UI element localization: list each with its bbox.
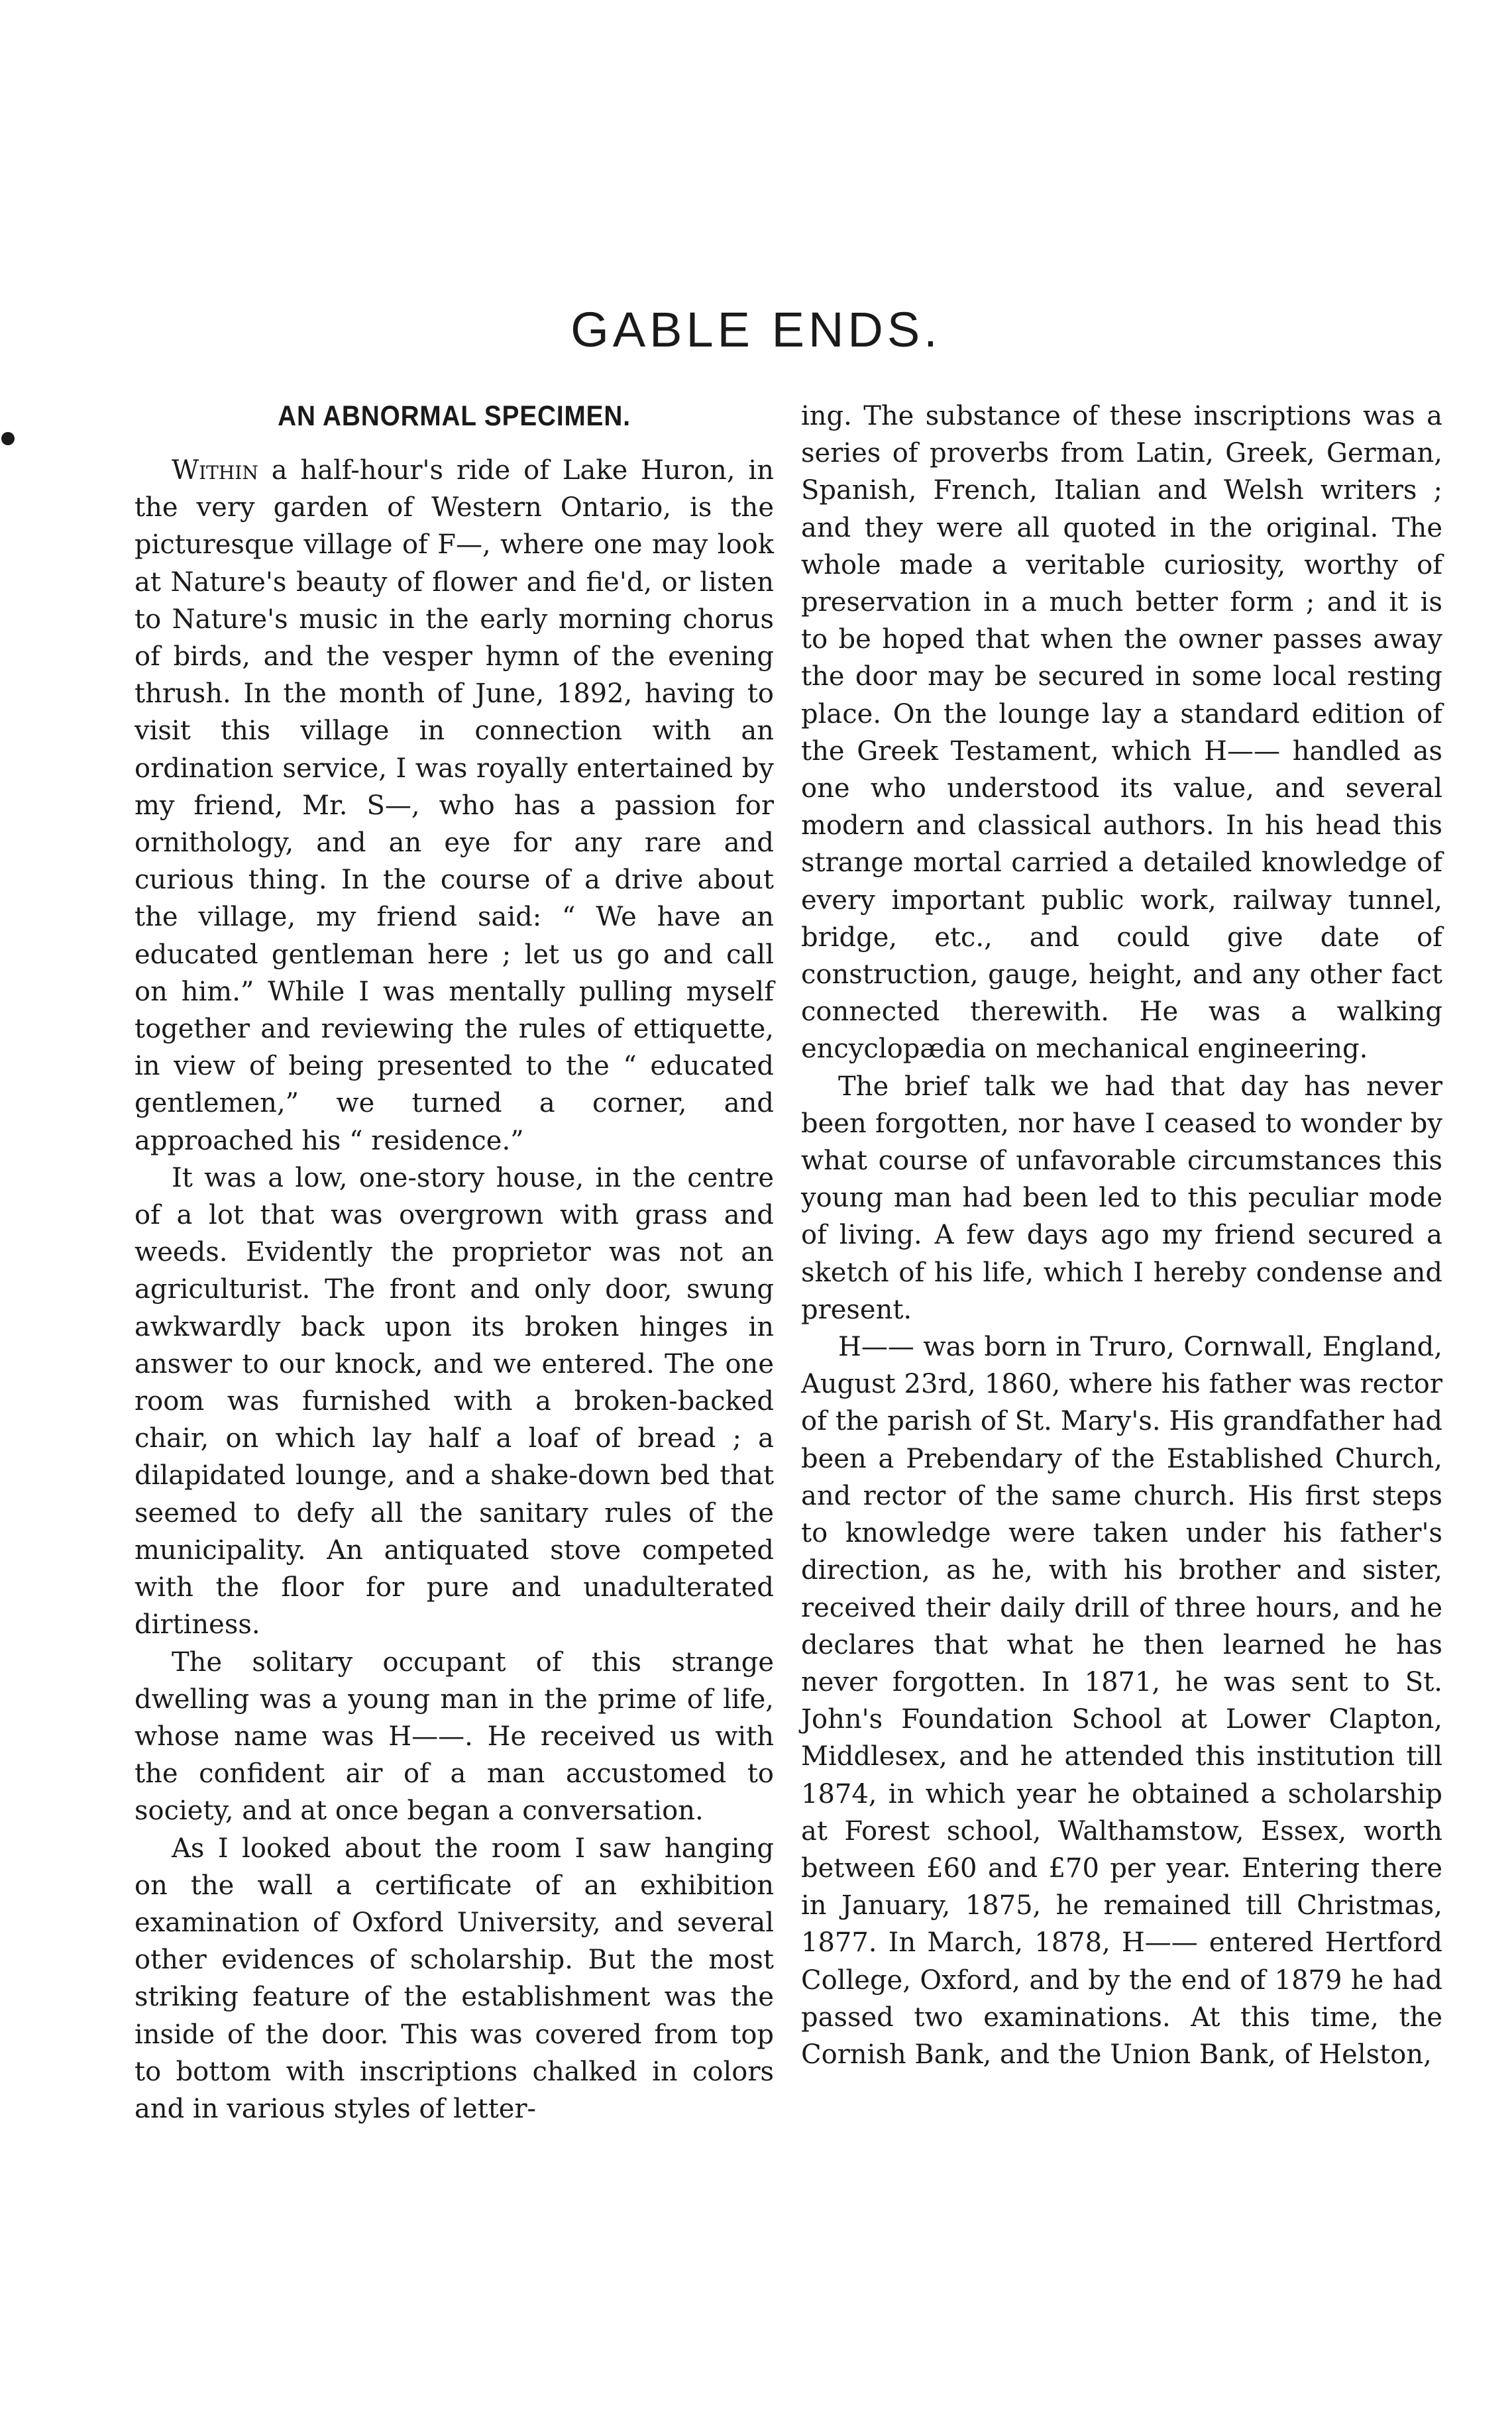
right-column <box>801 398 1442 2073</box>
running-title: GABLE ENDS. <box>570 302 942 357</box>
article-title: AN ABNORMAL SPECIMEN. <box>278 400 631 432</box>
lead-word: Within <box>172 455 258 486</box>
paragraph-5: ing. The substance of these inscriptions was a series of proverbs from Latin, Greek, German, Spanish, French, Italian and Welsh writers ; and they were all quoted in the original. The whole made a veritable curiosity, worthy of preservation in a much better form ; and it is to be hoped that when the owner passes away the door may be secured in some local resting place. On the lounge lay a standard edition of the Greek Testament, which H—— handled as one who understood its value, and several modern and classical authors. In his head this strange mortal carried a detailed knowledge of every important public work, railway tunnel, bridge, etc., and could give date of construction, gauge, height, and any other fact connected therewith. He was a walking encyclopædia on mechanical engineering. <box>801 401 1442 1065</box>
margin-ink-dot <box>1 432 15 445</box>
paragraph-2: It was a low, one-story house, in the centre of a lot that was overgrown with grass and weeds. Evidently the proprietor was not an agriculturist. The front and only door, swung awkwardly back upon its broken hinges in answer to our knock, and we entered. The one room was furnished with a broken-backed chair, on which lay half a loaf of bread ; a dilapidated lounge, and a shake-down bed that seemed to defy all the sanitary rules of the municipality. An antiquated stove competed with the floor for pure and unadulterated dirtiness. <box>135 1162 774 1641</box>
paragraph-7: H—— was born in Truro, Cornwall, England, August 23rd, 1860, where his father was rector of the parish of St. Mary's. His grandfather had been a Prebendary of the Established Church, and rector of the same church. His first steps to knowledge were taken under his father's direction, as he, with his brother and sister, received their daily drill of three hours, and he declares that what he then learned he has never forgotten. In 1871, he was sent to St. John's Foundation School at Lower Clapton, Middlesex, and he attended this institution till 1874, in which year he obtained a scholarship at Forest school, Walthamstow, Essex, worth between £60 and £70 per year. Entering there in January, 1875, he remained till Christmas, 1877. In March, 1878, H—— entered Hertford College, Oxford, and by the end of 1879 he had passed two examinations. At this time, the Cornish Bank, and the Union Bank, of Helston, <box>801 1332 1442 2070</box>
left-column <box>135 398 774 2127</box>
paragraph-3: The solitary occupant of this strange dwelling was a young man in the prime of life, whose name was H——. He received us with the confident air of a man accustomed to society, and at once began a conversation. <box>135 1646 774 1827</box>
paragraph-4: As I looked about the room I saw hanging on the wall a certificate of an exhibition examination of Oxford University, and several other evidences of scholarship. But the most striking feature of the establishment was the inside of the door. This was covered from top to bottom with inscriptions chalked in colors and in various styles of letter- <box>135 1833 774 2124</box>
paragraph-1-text: a half-hour's ride of Lake Huron, in the very garden of Western Ontario, is the picturesque village of F—, where one may look at Nature's beauty of flower and fie'd, or listen to Nature's music in the early morning chorus of birds, and the vesper hymn of the evening thrush. In the month of June, 1892, having to visit this village in connection with an ordination service, I was royally entertained by my friend, Mr. S—, who has a passion for ornithology, and an eye for any rare and curious thing. In the course of a drive about the village, my friend said: “ We have an educated gentleman here ; let us go and call on him.” While I was mentally pulling myself together and reviewing the rules of ettiquette, in view of being presented to the “ educated gentlemen,” we turned a corner, and approached his “ residence.” <box>135 455 774 1156</box>
paragraph-6: The brief talk we had that day has never been forgotten, nor have I ceased to wonder by what course of unfavorable circumstances this young man had been led to this peculiar mode of living. A few days ago my friend secured a sketch of his life, which I hereby condense and present. <box>801 1071 1442 1325</box>
paragraph-1 <box>135 452 774 1159</box>
